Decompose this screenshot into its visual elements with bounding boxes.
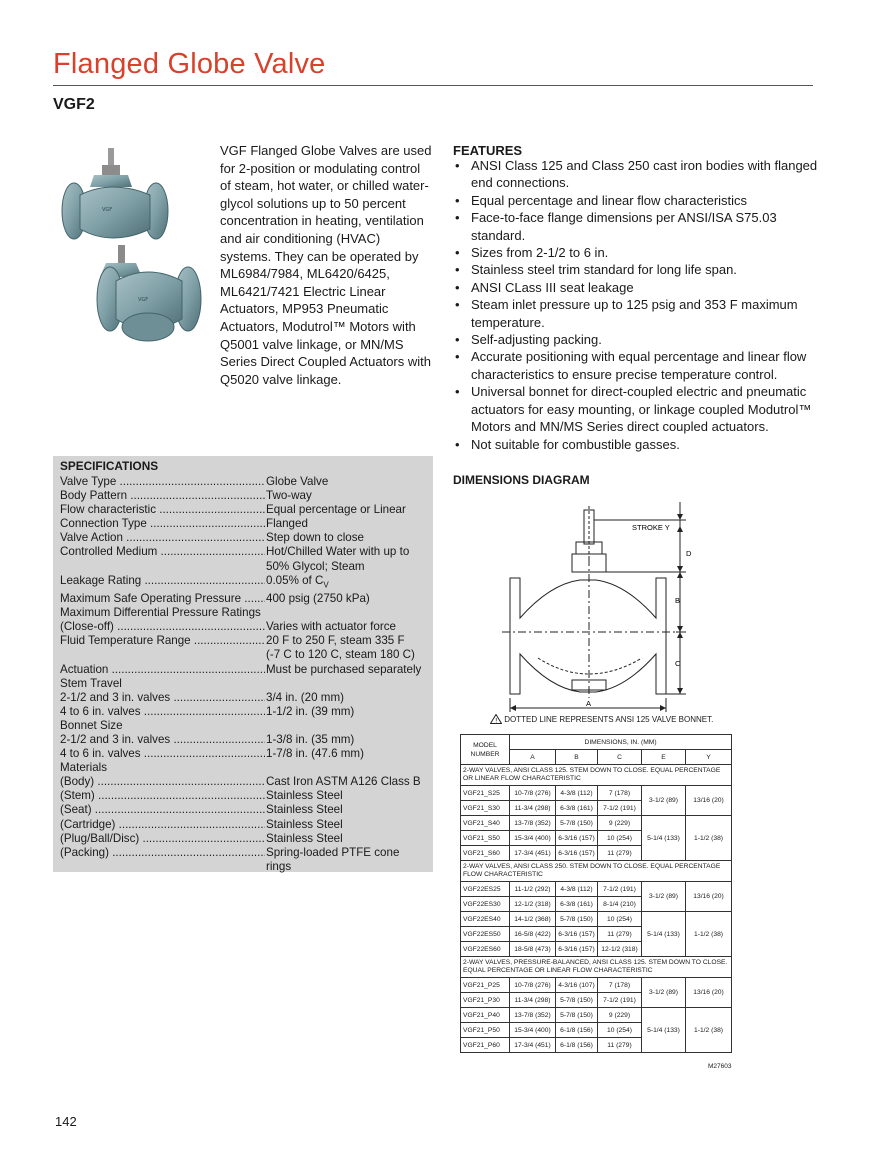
spec-label: Maximum Safe Operating Pressure .....: [60, 592, 265, 606]
spec-value-text: 1-7/8 in. (47.6 mm): [266, 747, 364, 761]
spec-label: 4 to 6 in. valves .....: [60, 747, 265, 761]
spec-label: Body Pattern .....: [60, 489, 265, 503]
dim-c-cell: 10 (254): [598, 1023, 642, 1038]
valve-lower: [97, 245, 201, 341]
table-row: [461, 978, 732, 993]
features-list: [453, 157, 823, 453]
spec-label: (Cartridge) .....: [60, 818, 265, 832]
spec-value-text: 20 F to 250 F, steam 335 F: [266, 634, 405, 648]
a-label: A: [586, 699, 592, 708]
spec-row: [60, 489, 428, 503]
title-divider: [53, 85, 813, 86]
spec-value: [265, 789, 428, 803]
spec-value: [265, 592, 428, 606]
dim-b-cell: 4-3/8 (112): [556, 882, 598, 897]
dim-a-cell: 13-7/8 (352): [510, 1008, 556, 1023]
spec-row: [60, 475, 428, 489]
dim-e-cell: 5-1/4 (133): [642, 912, 686, 957]
dim-a-cell: 13-7/8 (352): [510, 816, 556, 831]
model-cell: VGF21_P30: [461, 993, 510, 1008]
spec-subscript: V: [323, 579, 329, 589]
dim-a-cell: 15-3/4 (400): [510, 831, 556, 846]
table-row: [461, 1008, 732, 1023]
spec-value: [265, 691, 428, 705]
dim-e-cell: 5-1/4 (133): [642, 816, 686, 861]
dimensions-header: DIMENSIONS, IN. (MM): [510, 735, 732, 750]
spec-label: (Seat) .....: [60, 803, 265, 817]
spec-row: [60, 719, 428, 733]
feature-item: • ANSI Class 125 and Class 250 cast iron bodies with flanged end connections.: [453, 157, 823, 192]
diagram-note-text: DOTTED LINE REPRESENTS ANSI 125 VALVE BONNET.: [504, 715, 714, 724]
dim-y-cell: 13/16 (20): [686, 882, 732, 912]
spec-value: [265, 846, 428, 860]
dim-b-cell: 6-3/16 (157): [556, 927, 598, 942]
page-number: 142: [55, 1114, 77, 1129]
spec-value: [265, 606, 428, 620]
spec-value-continued: rings: [266, 859, 292, 873]
model-cell: VGF22ES30: [461, 897, 510, 912]
spec-row: [60, 677, 428, 691]
dim-a-cell: 12-1/2 (318): [510, 897, 556, 912]
spec-value-text: Two-way: [266, 489, 312, 503]
model-cell: VGF21_S25: [461, 786, 510, 801]
dim-b-cell: 5-7/8 (150): [556, 1008, 598, 1023]
dim-a-cell: 14-1/2 (368): [510, 912, 556, 927]
dim-c-cell: 11 (279): [598, 1038, 642, 1053]
valve-photo: [56, 143, 206, 353]
spec-value-text: Flanged: [266, 517, 308, 531]
spec-label: Actuation .....: [60, 663, 265, 677]
product-code: VGF2: [53, 96, 95, 113]
model-cell: VGF21_P40: [461, 1008, 510, 1023]
model-cell: VGF21_S30: [461, 801, 510, 816]
spec-label: (Plug/Ball/Disc) .....: [60, 832, 265, 846]
spec-label: Bonnet Size: [60, 718, 123, 732]
spec-value-text: 0.05% of C: [266, 573, 324, 587]
spec-row: [60, 574, 428, 592]
dim-y-cell: 13/16 (20): [686, 978, 732, 1008]
dim-a-cell: 11-1/2 (292): [510, 882, 556, 897]
spec-row: [60, 606, 428, 620]
dim-b-cell: 6-3/8 (161): [556, 801, 598, 816]
spec-row: [60, 620, 428, 634]
spec-row: [60, 818, 428, 832]
model-number-header: MODEL NUMBER: [461, 735, 510, 765]
spec-label: Flow characteristic .....: [60, 503, 265, 517]
spec-value: [265, 761, 428, 775]
spec-label: Leakage Rating .....: [60, 574, 265, 592]
specifications-list: [60, 475, 428, 874]
spec-row-continued: [60, 648, 428, 662]
model-cell: VGF22ES60: [461, 942, 510, 957]
table-header-row: [461, 735, 732, 750]
feature-item: • ANSI CLass III seat leakage: [453, 279, 823, 296]
spec-label-blank: [60, 648, 265, 662]
spec-value-text: 400 psig (2750 kPa): [266, 592, 370, 606]
spec-label: (Packing) .....: [60, 846, 265, 860]
figure-code: M27603: [708, 1063, 732, 1070]
feature-item: • Universal bonnet for direct-coupled electric and pneumatic actuators for easy mounting, or linkage coupled Modutrol™ Motors and MN/MS Series direct coupled actuators.: [453, 383, 823, 435]
spec-value: [265, 489, 428, 503]
spec-value-text: Cast Iron ASTM A126 Class B: [266, 775, 421, 789]
feature-item: • Self-adjusting packing.: [453, 331, 823, 348]
spec-label: (Stem) .....: [60, 789, 265, 803]
dim-b-cell: 5-7/8 (150): [556, 816, 598, 831]
spec-row: [60, 775, 428, 789]
dim-e-cell: 3-1/2 (89): [642, 786, 686, 816]
spec-row: [60, 747, 428, 761]
spec-label: Stem Travel: [60, 676, 122, 690]
dim-b-cell: 5-7/8 (150): [556, 912, 598, 927]
spec-value-text: 3/4 in. (20 mm): [266, 690, 344, 704]
spec-value: [265, 775, 428, 789]
table-row: [461, 816, 732, 831]
diagram-note: [490, 714, 713, 724]
dim-c-cell: 7 (178): [598, 786, 642, 801]
spec-value-text: Stainless Steel: [266, 831, 343, 845]
spec-value: [265, 545, 428, 559]
spec-row: [60, 592, 428, 606]
spec-value: [265, 818, 428, 832]
spec-value-text: Stainless Steel: [266, 789, 343, 803]
spec-label-blank: [60, 560, 265, 574]
dimensions-diagram: [480, 498, 740, 736]
spec-value: [265, 747, 428, 761]
spec-row: [60, 517, 428, 531]
dimensions-heading: DIMENSIONS DIAGRAM: [453, 473, 590, 487]
spec-row: [60, 789, 428, 803]
spec-value-continued: (-7 C to 120 C, steam 180 C): [266, 648, 415, 662]
spec-value: [265, 733, 428, 747]
svg-text:VGF: VGF: [102, 207, 113, 213]
group-title: 2-WAY VALVES, PRESSURE-BALANCED, ANSI CLASS 125. STEM DOWN TO CLOSE. EQUAL PERCENTAGE OR LINEAR FLOW CHARACTERISTIC: [461, 957, 732, 978]
model-cell: VGF22ES40: [461, 912, 510, 927]
dim-y-cell: 1-1/2 (38): [686, 912, 732, 957]
specifications-box: [53, 456, 433, 872]
svg-text:!: !: [495, 717, 498, 724]
feature-item: • Accurate positioning with equal percentage and linear flow characteristics to ensure precise temperature control.: [453, 348, 823, 383]
table-row: [461, 882, 732, 897]
dim-b-cell: 6-3/16 (157): [556, 831, 598, 846]
spec-value-text: Hot/Chilled Water with up to: [266, 545, 410, 559]
dim-b-cell: 5-7/8 (150): [556, 993, 598, 1008]
spec-label: Valve Action .....: [60, 531, 265, 545]
spec-value: [265, 517, 428, 531]
spec-row-continued: [60, 560, 428, 574]
dim-c-cell: 11 (279): [598, 846, 642, 861]
dim-c-cell: 7-1/2 (191): [598, 801, 642, 816]
spec-value: [265, 705, 428, 719]
dim-c-cell: 9 (229): [598, 816, 642, 831]
b-label: B: [675, 596, 681, 605]
dim-a-cell: 16-5/8 (422): [510, 927, 556, 942]
page-title: Flanged Globe Valve: [53, 48, 326, 80]
dim-c-cell: 8-1/4 (210): [598, 897, 642, 912]
specifications-heading: SPECIFICATIONS: [60, 459, 159, 473]
spec-label: 4 to 6 in. valves .....: [60, 705, 265, 719]
spec-label: 2-1/2 and 3 in. valves .....: [60, 691, 265, 705]
spec-row: [60, 832, 428, 846]
dim-a-cell: 11-3/4 (298): [510, 801, 556, 816]
model-cell: VGF21_P50: [461, 1023, 510, 1038]
spec-label: Controlled Medium .....: [60, 545, 265, 559]
spec-label: Fluid Temperature Range .....: [60, 634, 265, 648]
model-cell: VGF21_S50: [461, 831, 510, 846]
spec-label: Valve Type .....: [60, 475, 265, 489]
dim-b-cell: 6-3/16 (157): [556, 942, 598, 957]
dim-c-cell: 7 (178): [598, 978, 642, 993]
feature-item: • Not suitable for combustible gasses.: [453, 436, 823, 453]
d-label: D: [686, 549, 692, 558]
spec-value: [265, 803, 428, 817]
spec-value-text: 1-1/2 in. (39 mm): [266, 704, 355, 718]
model-cell: VGF21_P25: [461, 978, 510, 993]
group-title: 2-WAY VALVES, ANSI CLASS 250. STEM DOWN TO CLOSE. EQUAL PERCENTAGE FLOW CHARACTERISTIC: [461, 861, 732, 882]
spec-value: [265, 832, 428, 846]
spec-label: 2-1/2 and 3 in. valves .....: [60, 733, 265, 747]
c-label: C: [675, 659, 681, 668]
dim-c-cell: 12-1/2 (318): [598, 942, 642, 957]
dimensions-table: [460, 734, 732, 1053]
spec-row: [60, 803, 428, 817]
dim-a-cell: 11-3/4 (298): [510, 993, 556, 1008]
column-header: B: [556, 750, 598, 765]
dim-b-cell: 6-3/8 (161): [556, 897, 598, 912]
column-header: Y: [686, 750, 732, 765]
feature-item: • Sizes from 2-1/2 to 6 in.: [453, 244, 823, 261]
spec-value-text: Stainless Steel: [266, 803, 343, 817]
spec-value-text: 1-3/8 in. (35 mm): [266, 733, 355, 746]
spec-value-text: Equal percentage or Linear: [266, 503, 406, 517]
dim-y-cell: 1-1/2 (38): [686, 816, 732, 861]
dim-a-cell: 18-5/8 (473): [510, 942, 556, 957]
spec-value-text: Step down to close: [266, 531, 364, 545]
spec-value-text: Stainless Steel: [266, 817, 343, 831]
spec-label: Connection Type .....: [60, 517, 265, 531]
spec-value: [265, 677, 428, 691]
spec-value-text: Globe Valve: [266, 475, 329, 488]
group-title: 2-WAY VALVES, ANSI CLASS 125. STEM DOWN TO CLOSE. EQUAL PERCENTAGE OR LINEAR FLOW CHARACTERISTIC: [461, 765, 732, 786]
spec-value: [265, 503, 428, 517]
dim-b-cell: 6-1/8 (156): [556, 1038, 598, 1053]
spec-value: [265, 663, 428, 677]
dim-c-cell: 11 (279): [598, 927, 642, 942]
feature-item: • Equal percentage and linear flow characteristics: [453, 192, 823, 209]
spec-value: [265, 531, 428, 545]
spec-value-continued: 50% Glycol; Steam: [266, 559, 365, 573]
column-header: E: [642, 750, 686, 765]
stroke-label: STROKE Y: [632, 523, 670, 532]
spec-row: [60, 663, 428, 677]
spec-row: [60, 691, 428, 705]
intro-paragraph: VGF Flanged Globe Valves are used for 2-position or modulating control of steam, hot water, or chilled water-glycol solutions up to 50 percent concentration in heating, ventilation and air conditioning (HVAC) systems. They can be operated by ML6984/7984, ML6420/6425, ML6421/7421 Electric Linear Actuators, MP953 Pneumatic Actuators, Modutrol™ Motors with Q5001 valve linkage, or MN/MS Series Direct Coupled Actuators with Q5020 valve linkage.: [220, 143, 432, 387]
spec-label: (Body) .....: [60, 775, 265, 789]
dim-c-cell: 7-1/2 (191): [598, 882, 642, 897]
dim-a-cell: 10-7/8 (276): [510, 786, 556, 801]
features-heading: FEATURES: [453, 143, 523, 158]
dim-c-cell: 10 (254): [598, 831, 642, 846]
spec-value-text: Spring-loaded PTFE cone: [266, 845, 400, 859]
model-cell: VGF22ES50: [461, 927, 510, 942]
spec-row: [60, 733, 428, 747]
dim-y-cell: 1-1/2 (38): [686, 1008, 732, 1053]
table-row: [461, 912, 732, 927]
group-row: [461, 861, 732, 882]
dim-e-cell: 3-1/2 (89): [642, 978, 686, 1008]
spec-label-blank: [60, 860, 265, 874]
dim-b-cell: 6-1/8 (156): [556, 1023, 598, 1038]
group-row: [461, 957, 732, 978]
spec-value: [265, 574, 428, 592]
column-header: C: [598, 750, 642, 765]
spec-value: [265, 719, 428, 733]
dim-a-cell: 15-3/4 (400): [510, 1023, 556, 1038]
table-row: [461, 786, 732, 801]
dim-y-cell: 13/16 (20): [686, 786, 732, 816]
dim-c-cell: 9 (229): [598, 1008, 642, 1023]
dim-b-cell: 6-3/16 (157): [556, 846, 598, 861]
spec-value-text: Must be purchased separately: [266, 662, 422, 676]
dim-c-cell: 10 (254): [598, 912, 642, 927]
warning-icon: [490, 714, 502, 724]
valve-upper: [62, 148, 168, 239]
spec-row: [60, 761, 428, 775]
spec-row: [60, 503, 428, 517]
group-row: [461, 765, 732, 786]
feature-item: • Steam inlet pressure up to 125 psig and 353 F maximum temperature.: [453, 296, 823, 331]
dim-b-cell: 4-3/8 (112): [556, 786, 598, 801]
spec-value: [265, 475, 428, 489]
model-cell: VGF21_S40: [461, 816, 510, 831]
spec-row: [60, 545, 428, 559]
spec-label: (Close-off) .....: [60, 620, 265, 634]
column-header: A: [510, 750, 556, 765]
dim-b-cell: 4-3/16 (107): [556, 978, 598, 993]
model-cell: VGF21_P60: [461, 1038, 510, 1053]
spec-row: [60, 634, 428, 648]
dim-c-cell: 7-1/2 (191): [598, 993, 642, 1008]
spec-label: Maximum Differential Pressure Ratings: [60, 606, 261, 620]
dim-a-cell: 10-7/8 (276): [510, 978, 556, 993]
dim-a-cell: 17-3/4 (451): [510, 846, 556, 861]
dim-a-cell: 17-3/4 (451): [510, 1038, 556, 1053]
spec-row: [60, 531, 428, 545]
spec-value: [265, 620, 428, 634]
model-cell: VGF22ES25: [461, 882, 510, 897]
model-cell: VGF21_S60: [461, 846, 510, 861]
svg-text:VGF: VGF: [138, 297, 149, 303]
spec-row: [60, 846, 428, 860]
dim-e-cell: 3-1/2 (89): [642, 882, 686, 912]
spec-row: [60, 705, 428, 719]
spec-value-text: Varies with actuator force: [266, 620, 396, 634]
feature-item: • Stainless steel trim standard for long life span.: [453, 261, 823, 278]
spec-row-continued: [60, 860, 428, 874]
feature-item: • Face-to-face flange dimensions per ANSI/ISA S75.03 standard.: [453, 209, 823, 244]
dim-e-cell: 5-1/4 (133): [642, 1008, 686, 1053]
spec-label: Materials: [60, 761, 108, 775]
spec-value: [265, 634, 428, 648]
